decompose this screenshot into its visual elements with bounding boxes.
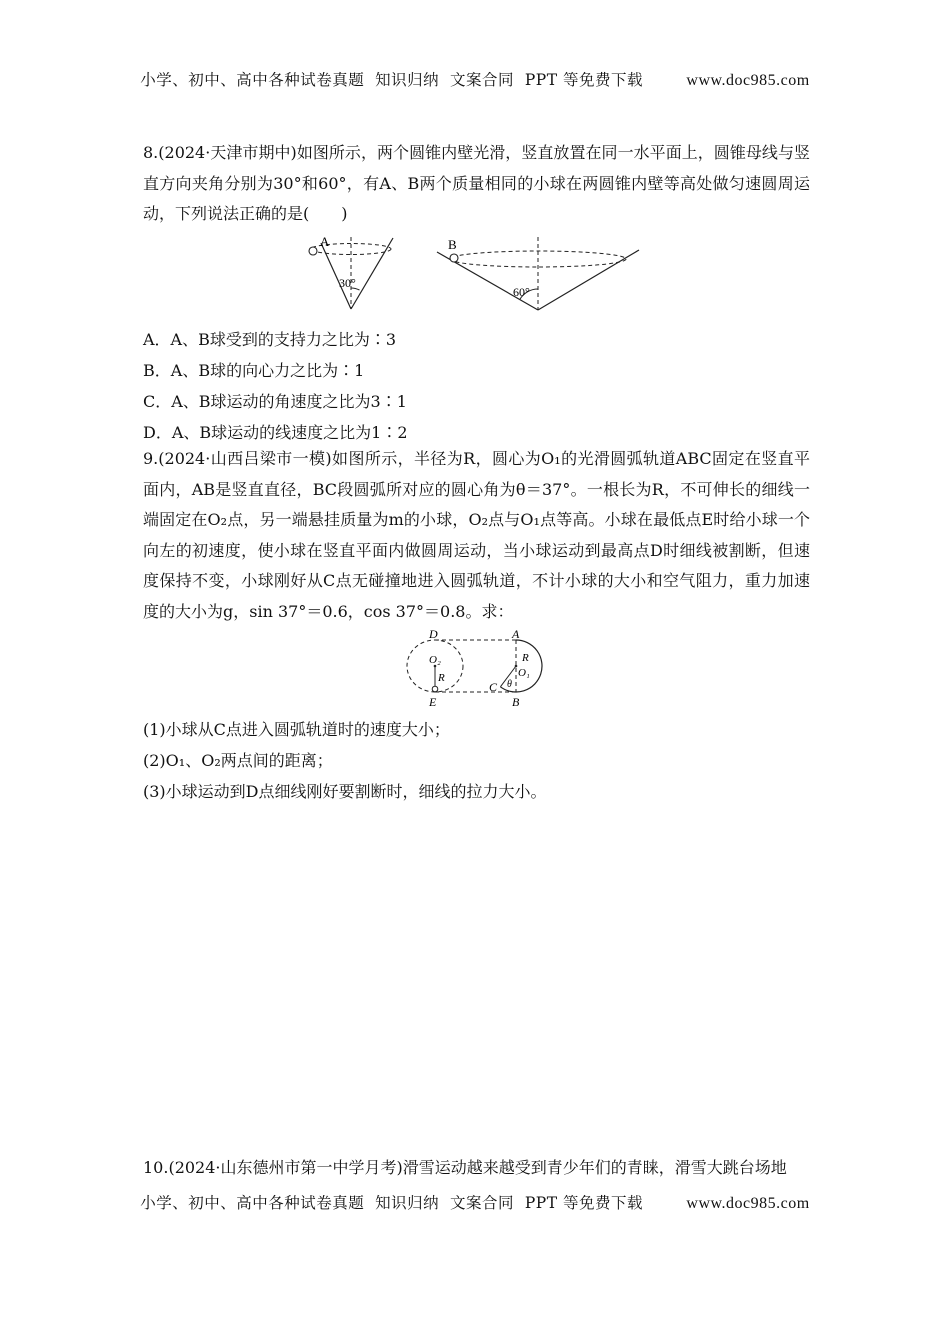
question-10-stem: 10.(2024·山东德州市第一中学月考)滑雪运动越来越受到青少年们的青睐，滑雪大跳台场地 (143, 1158, 787, 1177)
label-b: B (512, 695, 520, 709)
page-footer (0, 1191, 950, 1213)
cone-b-angle: 60° (513, 285, 530, 299)
ball (432, 686, 438, 692)
cone-a-diagram (309, 234, 393, 309)
question-9-part-2: (2)O₁、O₂两点间的距离； (143, 751, 333, 770)
question-9-stem: 9.(2024·山西吕梁市一模)如图所示，半径为R，圆心为O₁的光滑圆弧轨道ABC固定在竖直平面内，AB是竖直直径，BC段圆弧所对应的圆心角为θ＝37°。一根长为R，不可伸长的细线一端固定在O₂点，另一端悬挂质量为m的小球，O₂点与O₁点等高。小球在最低点E时给小球一个向左的初速度，使小球在竖直平面内做圆周运动，当小球运动到最高点D时细线被割断，但速度保持不变，小球刚好从C点无碰撞地进入圆弧轨道，不计小球的大小和空气阻力，重力加速度的大小为g，sin 37°＝0.6，cos 37°＝0.8。求： (143, 449, 810, 621)
footer-url[interactable]: www.doc985.com (686, 1195, 810, 1212)
label-e: E (429, 695, 437, 709)
label-a: A (512, 628, 520, 641)
question-8-option-a: A．A、B球受到的支持力之比为∶3 (143, 330, 397, 349)
cone-b-label: B (448, 237, 457, 252)
question-8-stem: 8.(2024·天津市期中)如图所示，两个圆锥内壁光滑，竖直放置在同一水平面上，圆锥母线与竖直方向夹角分别为30°和60°，有A、B两个质量相同的小球在两圆锥内壁等高处做匀速圆周运动，下列说法正确的是( ) (143, 143, 810, 223)
question-9-part-1: (1)小球从C点进入圆弧轨道时的速度大小； (143, 720, 450, 739)
label-c: C (489, 680, 498, 694)
header-url[interactable]: www.doc985.com (686, 72, 810, 89)
cone-a-angle: 30° (339, 276, 356, 290)
cone-a-label: A (320, 234, 330, 249)
ball-a (309, 247, 317, 255)
question-8-figure (300, 232, 645, 316)
question-8-option-d: D．A、B球运动的线速度之比为1∶2 (143, 423, 408, 442)
question-8-option-b: B．A、B球的向心力之比为∶1 (143, 361, 365, 380)
label-r-right: R (522, 652, 529, 664)
footer-text: 小学、初中、高中各种试卷真题 知识归纳 文案合同 PPT 等免费下载 (140, 1194, 643, 1212)
label-o1: O₁ (518, 667, 530, 679)
label-d: D (429, 628, 438, 641)
question-9-part-3: (3)小球运动到D点细线刚好要割断时，细线的拉力大小。 (143, 782, 547, 801)
label-o2: O₂ (429, 654, 441, 666)
page-header (0, 68, 950, 90)
question-8-option-c: C．A、B球运动的角速度之比为3∶1 (143, 392, 407, 411)
header-text: 小学、初中、高中各种试卷真题 知识归纳 文案合同 PPT 等免费下载 (140, 71, 643, 89)
label-r-left: R (438, 672, 445, 684)
question-9-figure (398, 628, 548, 710)
ball-b (450, 254, 458, 262)
label-theta: θ (507, 679, 512, 690)
cone-b-diagram (437, 237, 639, 310)
